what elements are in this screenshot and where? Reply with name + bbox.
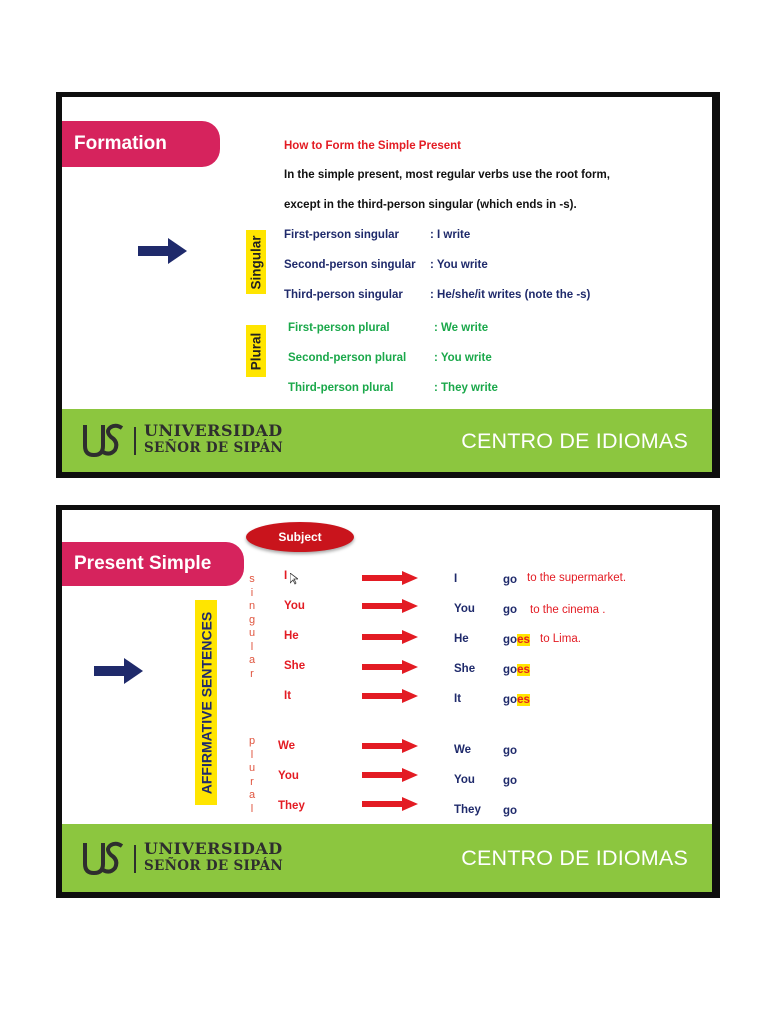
sentence-pronoun: We <box>454 744 472 756</box>
singular-label: Singular <box>246 230 266 294</box>
example-text: : You write <box>430 259 488 271</box>
centro-de-idiomas-label: CENTRO DE IDIOMAS <box>461 846 688 870</box>
red-arrow-icon <box>362 739 418 753</box>
person-label: First-person plural <box>288 322 390 334</box>
slide-formation <box>56 92 720 478</box>
intro-text-line2: except in the third-person singular (which ends in -s). <box>284 199 577 211</box>
sentence-pronoun: You <box>454 774 475 786</box>
subject-pronoun: We <box>278 740 296 752</box>
university-name: UNIVERSIDAD SEÑOR DE SIPÁN <box>144 839 284 874</box>
example-text: : I write <box>430 229 471 241</box>
subject-pronoun: She <box>284 660 306 672</box>
red-arrow-icon <box>362 599 418 613</box>
red-arrow-icon <box>362 571 418 585</box>
subject-pronoun: It <box>284 690 292 702</box>
singular-vertical-label: s i n g u l a r <box>248 573 256 680</box>
verb-ending-highlight: es <box>517 634 530 646</box>
sentence-pronoun: You <box>454 603 475 615</box>
mouse-cursor-icon <box>290 573 298 585</box>
plural-vertical-label: p l u r a l <box>248 735 256 815</box>
slide-footer <box>62 824 712 892</box>
person-label: First-person singular <box>284 229 400 241</box>
person-label: Second-person plural <box>288 352 407 364</box>
logo-divider <box>134 427 136 455</box>
slide-title-ribbon: Formation <box>62 121 220 167</box>
example-text: : They write <box>434 382 498 394</box>
complement: to Lima. <box>540 633 581 645</box>
example-text: : We write <box>434 322 489 334</box>
person-label: Second-person singular <box>284 259 416 271</box>
subject-pronoun: You <box>278 770 299 782</box>
complement: to the cinema . <box>530 604 606 616</box>
right-arrow-icon <box>94 657 144 685</box>
subject-badge: Subject <box>246 522 354 552</box>
red-arrow-icon <box>362 630 418 644</box>
person-label: Third-person singular <box>284 289 403 301</box>
person-label: Third-person plural <box>288 382 394 394</box>
section-heading: How to Form the Simple Present <box>284 140 461 152</box>
university-logo-icon <box>82 840 126 876</box>
university-logo-icon <box>82 422 126 458</box>
sentence-pronoun: It <box>454 693 462 705</box>
subject-pronoun: You <box>284 600 305 612</box>
verb-ending-highlight: es <box>517 694 530 706</box>
example-text: : You write <box>434 352 492 364</box>
sentence-pronoun: She <box>454 663 476 675</box>
sentence-pronoun: He <box>454 633 469 645</box>
verb: go <box>503 775 518 787</box>
centro-de-idiomas-label: CENTRO DE IDIOMAS <box>461 429 688 453</box>
subject-pronoun: He <box>284 630 299 642</box>
intro-text-line1: In the simple present, most regular verbs use the root form, <box>284 169 610 181</box>
verb: goes <box>503 664 530 676</box>
slide-content <box>62 510 712 892</box>
verb: go <box>503 745 518 757</box>
example-text: : He/she/it writes (note the -s) <box>430 289 591 301</box>
right-arrow-icon <box>138 237 188 265</box>
subject-pronoun: I <box>284 570 288 582</box>
slide-present-simple <box>56 505 720 898</box>
red-arrow-icon <box>362 660 418 674</box>
affirmative-sentences-label: AFFIRMATIVE SENTENCES <box>195 600 217 805</box>
subject-pronoun: They <box>278 800 305 812</box>
sentence-pronoun: They <box>454 804 481 816</box>
slide-title-ribbon: Present Simple <box>62 542 244 586</box>
verb-ending-highlight: es <box>517 664 530 676</box>
verb: go <box>503 604 518 616</box>
complement: to the supermarket. <box>527 572 627 584</box>
sentence-pronoun: I <box>454 573 458 585</box>
red-arrow-icon <box>362 689 418 703</box>
plural-label: Plural <box>246 325 266 377</box>
slide-content <box>62 97 712 472</box>
verb: goes <box>503 634 530 646</box>
red-arrow-icon <box>362 768 418 782</box>
verb: go <box>503 805 518 817</box>
verb: goes <box>503 694 530 706</box>
red-arrow-icon <box>362 797 418 811</box>
logo-divider <box>134 845 136 873</box>
slide-footer <box>62 409 712 472</box>
verb: go <box>503 574 518 586</box>
university-name: UNIVERSIDAD SEÑOR DE SIPÁN <box>144 421 284 456</box>
